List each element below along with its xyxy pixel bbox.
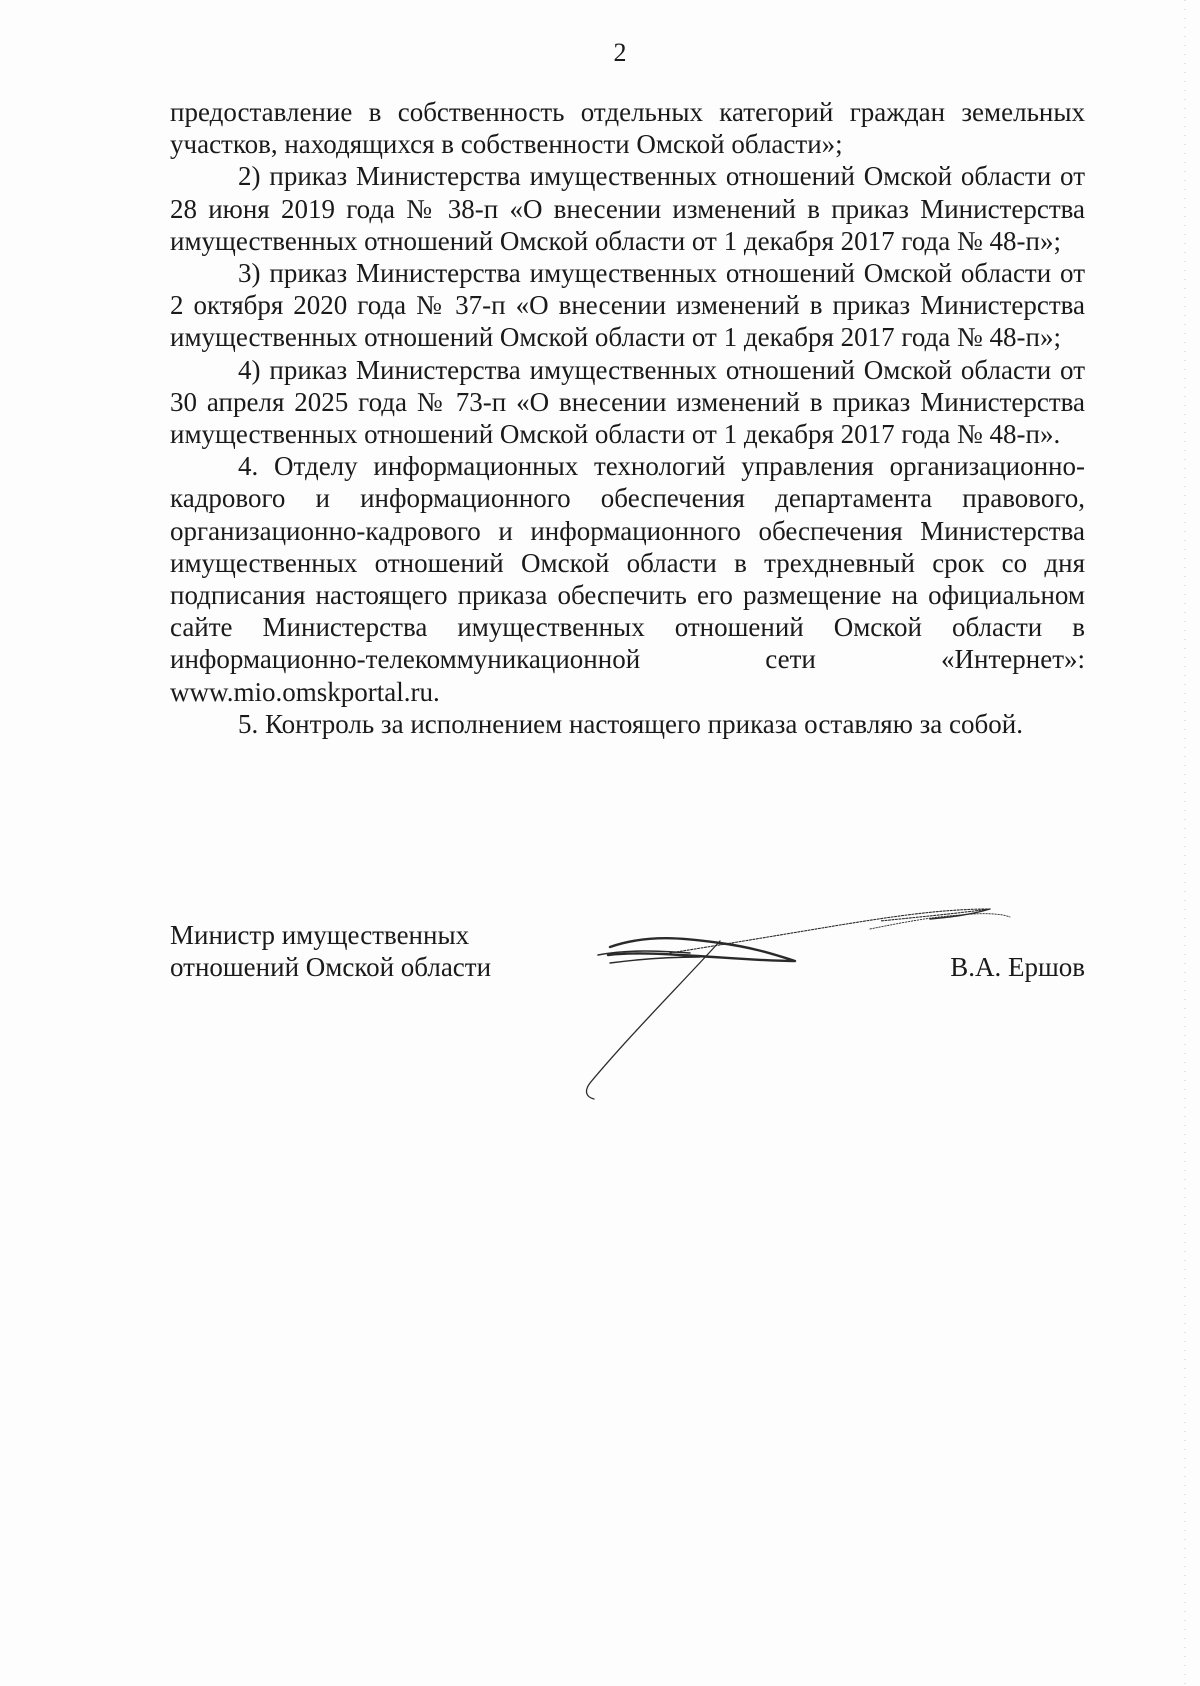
page-number: 2 [613, 38, 627, 67]
document-body [170, 96, 1085, 740]
paragraph: 4. Отделу информационных технологий управления организационно-кадрового и информационного обеспечения департамента правового, организационно-кадрового и информационного обеспечения Министерства имущественных отношений Омской области в трехдневный срок со дня подписания настоящего приказа обеспечить его размещение на официальном сайте Министерства имущественных отношений Омской области в информационно-телекоммуникационной сети «Интернет»: www.mio.omskportal.ru. [170, 451, 1085, 707]
paragraph: 3) приказ Министерства имущественных отношений Омской области от 2 октября 2020 года № 37-п «О внесении изменений в приказ Министерства имущественных отношений Омской области от 1 декабря 2017 года № 48-п»; [170, 258, 1085, 353]
signatory-title-line: отношений Омской области [170, 952, 492, 982]
scan-edge-artifact [1184, 0, 1186, 1686]
paragraph: 2) приказ Министерства имущественных отношений Омской области от 28 июня 2019 года № 38-п «О внесении изменений в приказ Министерства имущественных отношений Омской области от 1 декабря 2017 года № 48-п»; [170, 161, 1085, 256]
signatory-title-line: Министр имущественных [170, 920, 470, 950]
paragraph: 4) приказ Министерства имущественных отношений Омской области от 30 апреля 2025 года № 73-п «О внесении изменений в приказ Министерства имущественных отношений Омской области от 1 декабря 2017 года № 48-п». [170, 354, 1085, 450]
signatory-title [170, 919, 491, 983]
handwritten-signature-icon [570, 895, 1040, 1105]
signatory-name: В.А. Ершов [950, 952, 1085, 982]
paragraph: 5. Контроль за исполнением настоящего приказа оставляю за собой. [238, 708, 1023, 739]
paragraph: предоставление в собственность отдельных категорий граждан земельных участков, находящихся в собственности Омской области»; [170, 97, 1085, 160]
